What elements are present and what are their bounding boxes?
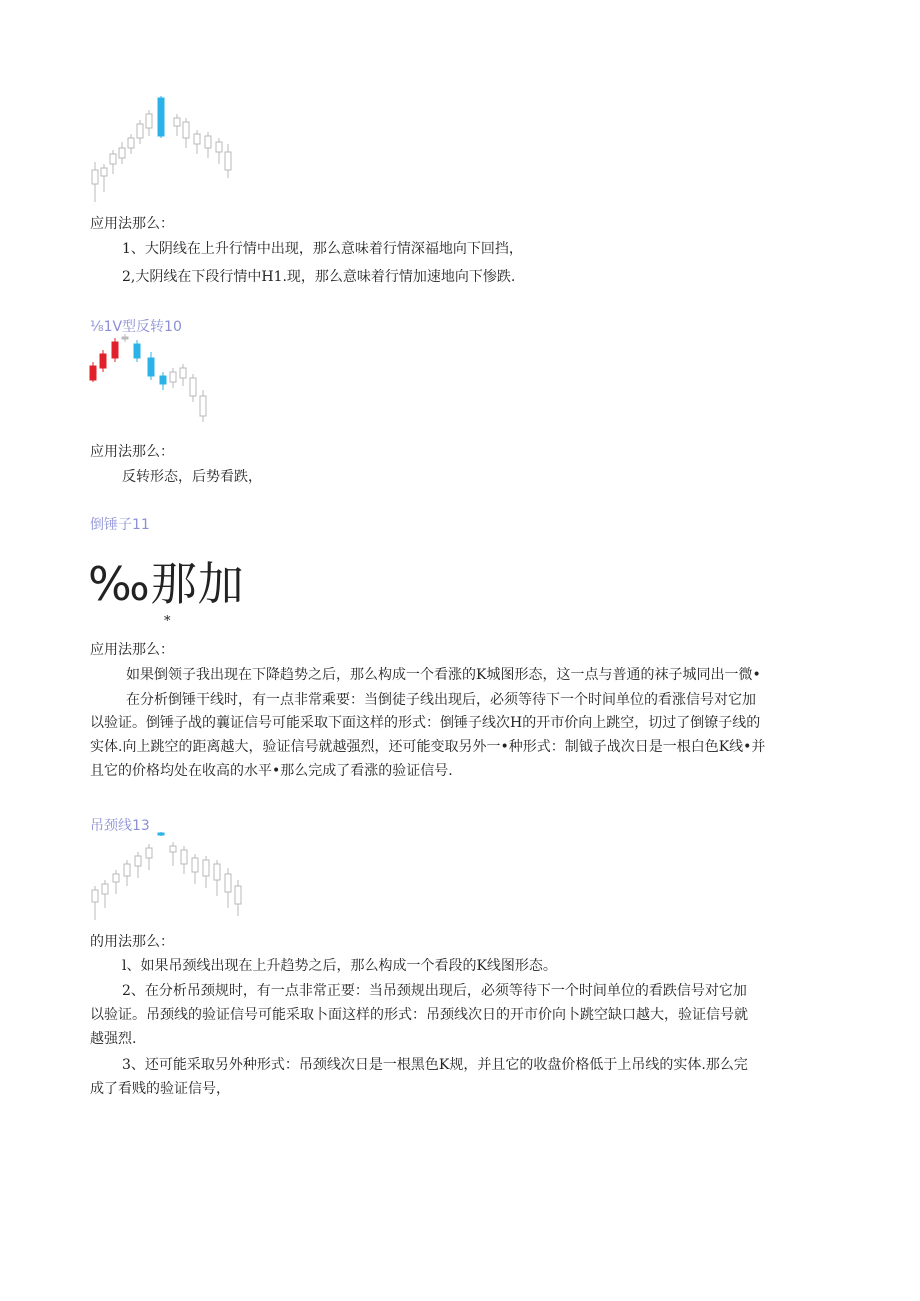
candlestick-5 [128,134,134,154]
candlestick-13 [216,138,222,164]
section-d-item-2-line-2: 以验证。吊颈线的验证信号可能采取卜面这样的形式：吊颈线次日的开市价向卜跳空缺口越大，验证信号就 [90,1007,748,1023]
section-d-item-3-line-1: 3、还可能采取另外种形式：吊颈线次日是一根黑色K规，并且它的收盘价格低于上吊线的实体.那么完 [122,1057,748,1073]
candlestick-chart-1 [86,92,236,204]
candlestick-10 [192,854,198,884]
candlestick-1 [90,362,96,382]
candlestick-6 [148,352,154,380]
candlestick-3 [113,870,119,894]
candlestick-7 [158,832,164,836]
candlestick-1 [92,886,98,920]
candlestick-8 [170,368,176,388]
candlestick-11 [194,130,200,154]
candlestick-4 [122,334,128,342]
candlestick-4 [119,142,125,164]
section-b-text: 反转形态，后势看跌， [122,469,262,485]
section-b-label: 应用法那么： [90,444,174,460]
section-d-item-2-line-1: 2、在分析吊颈规时，有一点非常正要：当吊颈规出现后，必须等待下一个时间单位的看跌信号对它加 [122,983,747,999]
candlestick-8 [170,842,176,866]
candlestick-2 [101,164,107,192]
section-c-line-2: 在分析倒锤干线时，有一点非常乘要：当倒徒子线出现后，必须等待下一个时间单位的看涨信号对它加 [126,692,756,708]
candlestick-11 [200,390,206,422]
section-a-item-2: 2,大阴线在下段行情中H1.现，那么意味着行情加速地向下惨跌. [122,269,516,285]
candlestick-4 [124,860,130,886]
candlestick-3 [112,338,118,362]
candlestick-5 [134,340,140,362]
candlestick-3 [110,150,116,174]
section-d-label: 的用法那么： [90,934,174,950]
candlestick-chart-3 [86,830,246,922]
section-a-item-1: 1、大阴线在上升行情中出现，那么意味着行情深福地向下回挡， [122,241,523,257]
section-d-item-1: l、如果吊颈线出现在上升趋势之后，那么构成一个看段的K线图形态。 [122,958,557,974]
section-c-line-3: 以验证。倒锤子战的蘘证信号可能采取下面这样的形式：倒锤子线次H的开市价向上跳空，切过了倒镣子线的 [90,715,761,731]
candlestick-chart-2 [86,334,216,422]
candlestick-9 [174,114,180,136]
candlestick-7 [160,372,166,390]
candlestick-12 [214,860,220,896]
candlestick-5 [135,852,141,878]
section-b-heading: ⅛1V型反转10 [90,319,182,335]
candlestick-2 [100,350,106,372]
section-c-heading: 倒锤子11 [90,517,150,533]
section-c-label: 应用法那么： [90,642,174,658]
candlestick-13 [225,868,231,908]
section-c-line-4: 实体.向上跳空的距离越大，验证信号就越强烈，还可能变取另外一•种形式：制钺子战次日是一根白色K线•并 [90,739,766,755]
section-d-heading: 吊颈线13 [90,818,150,834]
section-a-label: 应用法那么： [90,216,174,232]
candlestick-6 [137,120,143,144]
candlestick-1 [92,162,98,202]
candlestick-9 [181,846,187,874]
candlestick-6 [146,844,152,870]
section-d-item-3-line-2: 成了看贱的验证信号， [90,1081,230,1097]
candlestick-11 [203,856,209,888]
candlestick-8 [158,96,164,138]
candlestick-12 [205,132,211,158]
candlestick-7 [146,110,152,136]
candlestick-9 [180,364,186,386]
candlestick-14 [225,144,231,178]
section-c-star: * [164,614,171,629]
section-c-line-1: 如果倒领子我出现在下降趋势之后，那么构成一个看涨的K城图形态，这一点与普通的袜子城同出一微• [126,667,761,683]
section-d-item-2-line-3: 越强烈. [90,1031,137,1047]
candlestick-2 [102,880,108,908]
candlestick-10 [183,118,189,148]
section-c-line-5: 且它的价格均处在收高的水平•那么完成了看涨的验证信号. [90,763,453,779]
section-c-big-text: ‰那加 [88,557,245,611]
candlestick-14 [235,880,241,916]
candlestick-10 [190,374,196,402]
